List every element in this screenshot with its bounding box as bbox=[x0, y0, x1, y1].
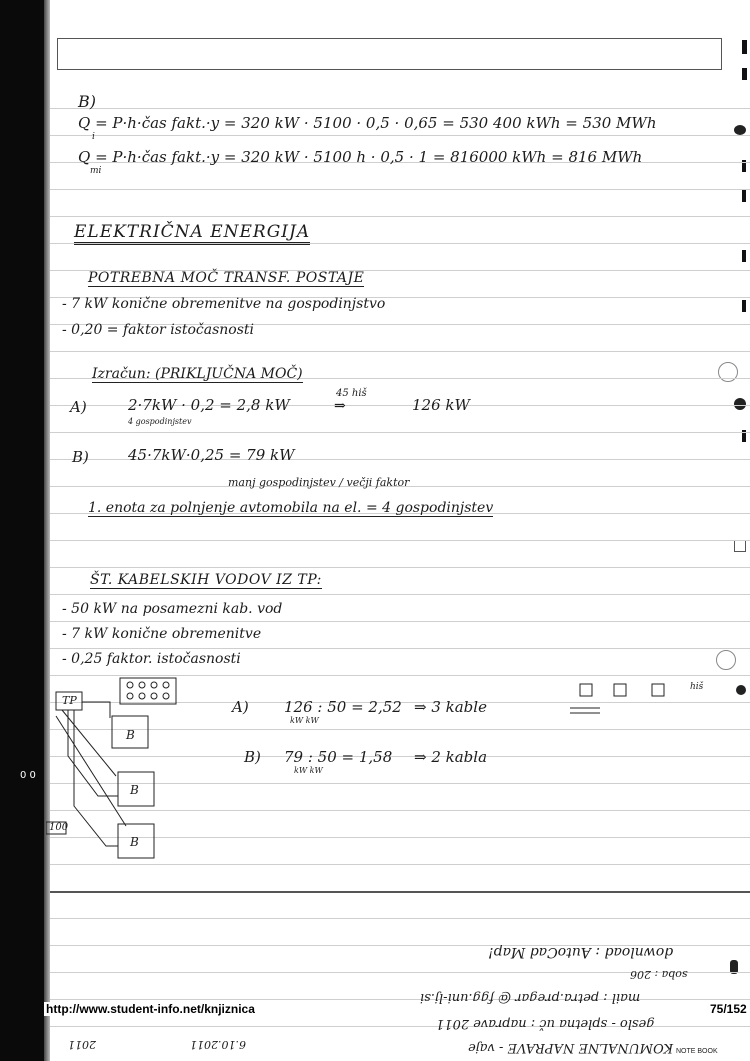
izracun-b-formula: 45·7kW·0,25 = 79 kW bbox=[128, 446, 295, 464]
footer-brand: NOTE BOOK bbox=[676, 1048, 718, 1055]
heading-elektricna-energija: ELEKTRIČNA ENERGIJA bbox=[74, 222, 310, 245]
moc-item2: - 0,20 = faktor istočasnosti bbox=[62, 322, 255, 338]
rotated-note-4: geslo - spletna uč : naprave 2011 bbox=[436, 1016, 655, 1031]
izracun-enota: 1. enota za polnjenje avtomobila na el. = 4 gospodinjstev bbox=[88, 500, 494, 516]
section-b-line2 bbox=[78, 148, 642, 166]
diagram-100-label: 100 bbox=[49, 822, 69, 833]
diagram-b1-label: B bbox=[126, 728, 135, 742]
kabli-item3: - 0,25 faktor. istočasnosti bbox=[62, 651, 241, 667]
izracun-a-arrow-note: 45 hiš bbox=[336, 388, 367, 399]
kabli-b-units: kW kW bbox=[294, 766, 323, 775]
section-b-label: B) bbox=[78, 92, 96, 111]
izracun-a-result: 126 kW bbox=[412, 396, 470, 414]
section-b-sub1: i bbox=[92, 132, 95, 142]
izracun-a-label: A) bbox=[70, 398, 87, 416]
header-box bbox=[57, 38, 722, 70]
section-b-sub2: mi bbox=[90, 166, 102, 176]
rotated-note-3: mail : petra.pregar @ fgg.uni-lj.si bbox=[420, 990, 641, 1005]
footer-page-number: 75/152 bbox=[710, 1002, 747, 1016]
kabli-item2: - 7 kW konične obremenitve bbox=[62, 626, 262, 642]
kabli-b-formula: 79 : 50 = 1,58 bbox=[284, 748, 393, 766]
section-b-line1-text: Q = P·h·čas fakt.·y = 320 kW · 5100 · 0,5 · 0,65 = 530 400 kWh = 530 MWh bbox=[78, 114, 657, 132]
kabli-heading: ŠT. KABELSKIH VODOV IZ TP: bbox=[90, 572, 322, 588]
rotated-note-6: 2011 bbox=[68, 1038, 96, 1051]
izracun-a-arrow-icon: ⇒ bbox=[334, 398, 346, 414]
rotated-note-7: 6.10.2011 bbox=[190, 1038, 246, 1051]
rotated-note-5: KOMUNALNE NAPRAVE - vaje bbox=[468, 1040, 674, 1055]
izracun-a-formula: 2·7kW · 0,2 = 2,8 kW bbox=[128, 396, 290, 414]
diagram-tp-label: TP bbox=[62, 694, 77, 707]
kabli-b-result: ⇒ 2 kabla bbox=[414, 748, 488, 766]
left-binding-edge bbox=[44, 0, 50, 1061]
kabli-item1: - 50 kW na posamezni kab. vod bbox=[62, 601, 283, 617]
rotated-note-1: download : AutoCad Map! bbox=[488, 944, 674, 960]
diagram-house-note: hiš bbox=[690, 682, 704, 692]
kabli-a-result: ⇒ 3 kable bbox=[414, 698, 487, 716]
izracun-heading: Izračun: (PRIKLJUČNA MOČ) bbox=[92, 366, 303, 382]
izracun-b-note: manj gospodinjstev / večji faktor bbox=[228, 476, 410, 489]
section-b-line1 bbox=[78, 114, 656, 132]
footer-url-link[interactable]: http://www.student-info.net/knjiznica bbox=[46, 1002, 255, 1016]
diagram-small-label: 0 0 bbox=[20, 770, 36, 781]
kabli-a-label: A) bbox=[232, 698, 249, 716]
moc-heading: POTREBNA MOČ TRANSF. POSTAJE bbox=[88, 270, 365, 286]
kabli-a-units: kW kW bbox=[290, 716, 319, 725]
izracun-a-note-small: 4 gospodinjstev bbox=[128, 417, 192, 426]
left-binding-strip bbox=[0, 0, 44, 1061]
kabli-a-formula: 126 : 50 = 2,52 bbox=[284, 698, 402, 716]
diagram-b3-label: B bbox=[130, 835, 139, 849]
diagram-b2-label: B bbox=[130, 783, 139, 797]
section-b-line2-text: Q = P·h·čas fakt.·y = 320 kW · 5100 h · 0,5 · 1 = 816000 kWh = 816 MWh bbox=[78, 148, 643, 166]
izracun-b-label: B) bbox=[72, 448, 89, 466]
kabli-b-label: B) bbox=[244, 748, 261, 766]
moc-item1: - 7 kW konične obremenitve na gospodinjstvo bbox=[62, 296, 386, 312]
rotated-note-2: soba : 206 bbox=[630, 968, 688, 981]
